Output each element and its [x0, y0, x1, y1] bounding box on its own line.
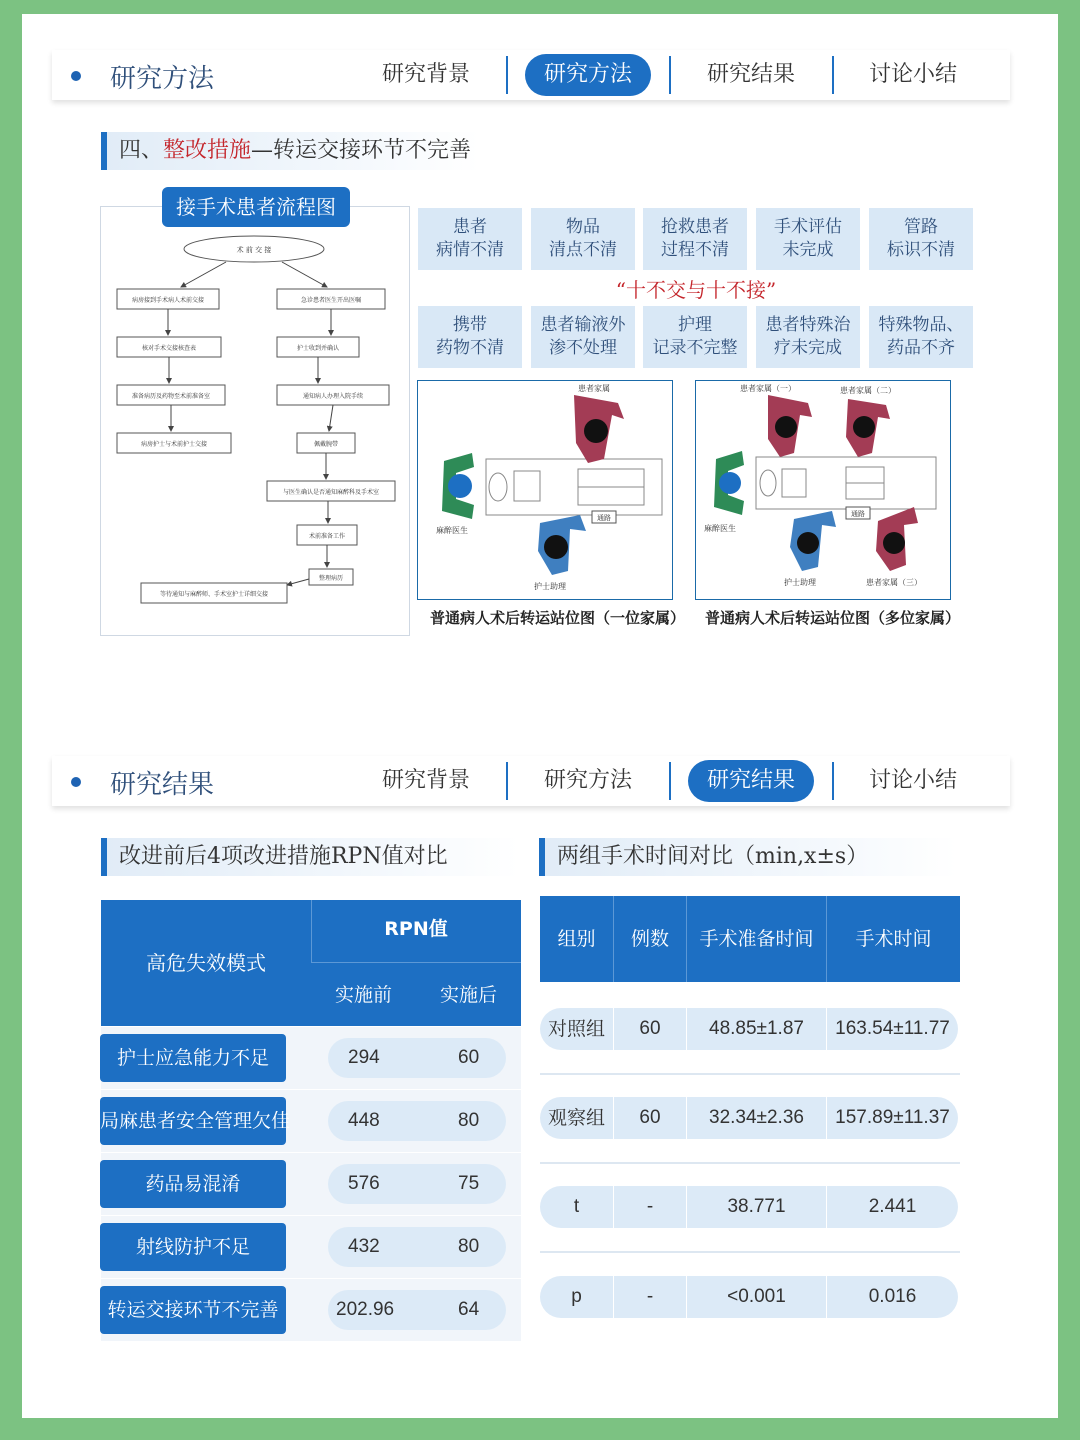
table-row	[540, 1008, 958, 1050]
rpn-before: 202.96	[336, 1299, 395, 1320]
nav-title: 研究方法	[110, 64, 215, 94]
tag-line: 标识不清	[887, 240, 955, 260]
rpn-row-label: 射线防护不足	[100, 1223, 286, 1271]
nav-bar-results	[52, 756, 1010, 806]
rpn-row-values	[328, 1164, 506, 1204]
issue-tag	[869, 208, 973, 270]
rpn-before: 294	[348, 1047, 380, 1068]
tag-line: 过程不清	[661, 240, 729, 260]
nav-bar-methods	[52, 50, 1010, 100]
family-label: 患者家属（三）	[866, 578, 922, 587]
table-row	[540, 1186, 958, 1228]
issue-tag	[531, 208, 635, 270]
rpn-row-values	[328, 1290, 506, 1330]
col-surgery-time: 手术时间	[855, 928, 932, 950]
transfer-diagram-single-art	[418, 381, 672, 599]
tag-line: 手术评估	[774, 217, 842, 237]
flowchart-diagram	[101, 207, 409, 635]
tag-line: 药物不清	[436, 338, 504, 358]
cell-surgery-time: 157.89±11.37	[835, 1107, 950, 1128]
tag-line: 携带	[453, 315, 487, 335]
cell-prep-time: 48.85±1.87	[709, 1018, 804, 1039]
tag-line: 渗不处理	[549, 338, 617, 358]
tag-line: 患者	[453, 217, 487, 237]
flow-node-top: 术 前 交 接	[236, 246, 272, 254]
rpn-after: 60	[458, 1047, 480, 1068]
flow-node: 佩戴腕带	[313, 441, 339, 448]
rpn-row-values	[328, 1227, 506, 1267]
tab-separator	[506, 762, 508, 800]
rpn-row-values	[328, 1038, 506, 1078]
issue-tag	[756, 208, 860, 270]
flow-node-bottom: 等待通知与麻醉师、手术室护士详细交接	[159, 591, 269, 598]
cell-group: 观察组	[547, 1107, 605, 1129]
row-divider	[540, 1162, 960, 1164]
tag-line: 药品不齐	[887, 338, 955, 358]
cell-count: -	[646, 1286, 654, 1307]
nav-title: 研究结果	[110, 770, 215, 800]
flow-node: 护士收到并确认	[296, 345, 340, 352]
tab-results[interactable]: 研究结果	[706, 62, 795, 87]
tab-discussion[interactable]: 讨论小结	[868, 768, 957, 793]
family-label: 患者家属（二）	[840, 386, 896, 395]
rpn-row-label: 护士应急能力不足	[100, 1034, 286, 1082]
tab-separator	[832, 56, 834, 94]
tag-line: 病情不清	[436, 240, 504, 260]
flow-node: 与医生确认是否通知麻醉科及手术室	[282, 489, 380, 496]
cell-prep-time: 32.34±2.36	[709, 1107, 804, 1128]
issue-tag	[869, 306, 973, 368]
tag-line: 特殊物品、	[878, 315, 964, 335]
heading-rest: —转运交接环节不完善	[251, 138, 472, 163]
tab-separator	[506, 56, 508, 94]
tag-line: 清点不清	[549, 240, 617, 260]
pipe-label: 通路	[851, 510, 865, 518]
cell-count: 60	[639, 1107, 661, 1128]
doctor-label: 麻醉医生	[436, 526, 468, 535]
col-count: 例数	[630, 928, 669, 950]
issue-tag	[756, 306, 860, 368]
tag-line: 疗未完成	[774, 338, 842, 358]
family-label: 患者家属（一）	[740, 384, 796, 393]
bullet-icon	[71, 777, 81, 787]
flow-node: 核对手术交接核查表	[141, 345, 197, 352]
issue-tag	[643, 208, 747, 270]
rpn-row-label: 局麻患者安全管理欠佳	[100, 1097, 286, 1145]
cell-prep-time: 38.771	[727, 1196, 786, 1217]
rpn-row-values	[328, 1101, 506, 1141]
rpn-after: 64	[458, 1299, 480, 1320]
tab-separator	[669, 56, 671, 94]
cell-group: 对照组	[547, 1018, 605, 1040]
diagram-caption-single: 普通病人术后转运站位图（一位家属）	[430, 609, 686, 627]
tab-separator	[832, 762, 834, 800]
rpn-before: 576	[348, 1173, 380, 1194]
transfer-diagram-multi	[695, 380, 951, 600]
tag-line: 未完成	[782, 240, 834, 260]
nurse-label: 护士助理	[784, 578, 816, 587]
flow-node: 准备病历及药物至术前准备室	[131, 393, 211, 400]
diagram-caption-multi: 普通病人术后转运站位图（多位家属）	[705, 609, 961, 627]
tab-results[interactable]: 研究结果	[688, 760, 814, 802]
tab-methods[interactable]: 研究方法	[525, 54, 651, 96]
time-table-header	[540, 896, 960, 982]
row-divider	[540, 1073, 960, 1075]
col-before: 实施前	[334, 984, 392, 1006]
col-prep-time: 手术准备时间	[699, 928, 814, 950]
section-heading-time: 两组手术时间对比（min,x±s）	[539, 838, 957, 876]
tab-background[interactable]: 研究背景	[381, 768, 470, 793]
tag-line: 记录不完整	[652, 338, 738, 358]
col-group: 组别	[557, 928, 596, 950]
heading-highlight: 整改措施	[163, 138, 252, 163]
table-row	[540, 1276, 958, 1318]
rpn-after: 80	[458, 1236, 480, 1257]
cell-group: p	[571, 1286, 582, 1307]
header-divider	[311, 962, 521, 963]
rpn-row-label: 药品易混淆	[100, 1160, 286, 1208]
cell-surgery-time: 0.016	[868, 1286, 917, 1307]
tab-methods[interactable]: 研究方法	[543, 768, 632, 793]
transfer-diagram-single	[417, 380, 673, 600]
row-divider	[540, 1251, 960, 1253]
flowchart-panel	[100, 206, 410, 636]
rpn-after: 80	[458, 1110, 480, 1131]
tab-background[interactable]: 研究背景	[381, 62, 470, 87]
flow-node: 术前准备工作	[308, 533, 346, 540]
rpn-table-header	[101, 900, 521, 1026]
tag-line: 管路	[904, 217, 938, 237]
section-heading-measures	[101, 132, 479, 170]
heading-prefix: 四、	[119, 138, 164, 163]
pipe-label: 通路	[597, 514, 611, 522]
flow-node: 急诊患者医生开出医嘱	[300, 297, 362, 304]
doctor-label: 麻醉医生	[704, 524, 736, 533]
bullet-icon	[71, 71, 81, 81]
page	[22, 14, 1058, 1418]
flowchart-title: 接手术患者流程图	[162, 187, 350, 227]
table-row	[540, 1097, 958, 1139]
section-heading-rpn: 改进前后4项改进措施RPN值对比	[101, 838, 519, 876]
flow-node: 整理病历	[318, 575, 344, 582]
tab-separator	[669, 762, 671, 800]
cell-surgery-time: 163.54±11.77	[835, 1018, 950, 1039]
issue-tag	[418, 306, 522, 368]
cell-count: -	[646, 1196, 654, 1217]
col-mode: 高危失效模式	[146, 951, 266, 975]
tag-line: 患者特殊治	[765, 315, 851, 335]
issue-tag	[418, 208, 522, 270]
ten-rules-title: “十不交与十不接”	[615, 278, 777, 302]
issue-tag	[531, 306, 635, 368]
rpn-row-label: 转运交接环节不完善	[100, 1286, 286, 1334]
flow-node: 通知病人办理入院手续	[302, 393, 364, 400]
col-after: 实施后	[439, 984, 497, 1006]
issue-tag	[643, 306, 747, 368]
cell-prep-time: <0.001	[727, 1286, 786, 1307]
transfer-diagram-multi-art	[696, 381, 950, 599]
flow-node: 病房护士与术前护士交接	[140, 441, 208, 448]
rpn-before: 432	[348, 1236, 380, 1257]
flow-node: 病房接到手术病人术前交接	[131, 297, 205, 304]
tag-line: 抢救患者	[661, 217, 729, 237]
cell-count: 60	[639, 1018, 661, 1039]
tag-line: 护理	[678, 315, 712, 335]
rpn-after: 75	[458, 1173, 480, 1194]
tag-line: 患者输液外	[540, 315, 626, 335]
rpn-before: 448	[348, 1110, 380, 1131]
family-label: 患者家属	[578, 384, 610, 393]
tag-line: 物品	[566, 217, 600, 237]
tab-discussion[interactable]: 讨论小结	[868, 62, 957, 87]
nurse-label: 护士助理	[534, 582, 566, 591]
cell-group: t	[573, 1196, 580, 1217]
cell-surgery-time: 2.441	[868, 1196, 917, 1217]
col-rpn: RPN值	[384, 918, 448, 940]
